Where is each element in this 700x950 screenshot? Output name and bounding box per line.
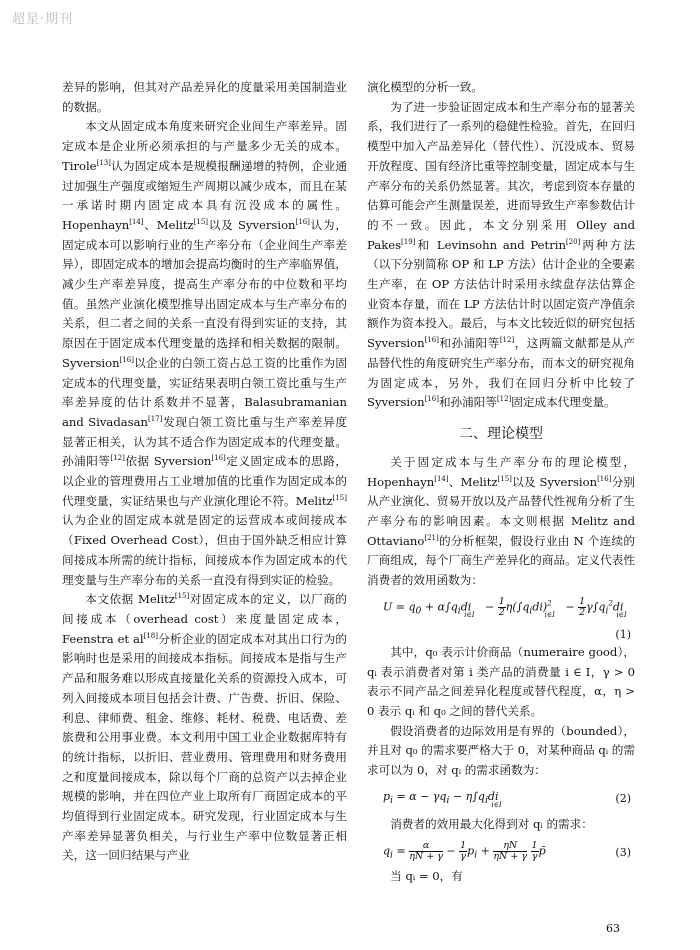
equation-number: (1) bbox=[615, 627, 631, 641]
citation: [16] bbox=[424, 336, 439, 345]
citation: [15] bbox=[497, 474, 512, 483]
citation: [12] bbox=[110, 454, 125, 463]
paragraph: 演化模型的分析一致。 bbox=[367, 80, 483, 94]
equation-number: (3) bbox=[615, 845, 631, 859]
equation-2: $p_i = \alpha - \gamma q_i - \eta\int q_idi_{i\in I}$ (2) bbox=[383, 789, 631, 809]
left-column bbox=[62, 78, 347, 866]
paragraph: 当 qᵢ = 0，有 bbox=[390, 868, 463, 883]
citation: [14] bbox=[129, 217, 144, 226]
citation: [16] bbox=[211, 454, 226, 463]
citation: [14] bbox=[434, 474, 449, 483]
citation: [17] bbox=[147, 414, 163, 423]
citation: [13] bbox=[96, 158, 111, 167]
paragraph: 本文从固定成本角度来研究企业间生产率差异。固定成本是企业所必须承担的与产量多少无关的成本。Tirole[13]认为固定成本是规模报酬递增的特例，企业通过加强生产强度或缩短生产周期以减少成本，而且在某一承诺时期内固定成本具有沉没成本的属性。Hopenhayn[14]、Melitz[15]以及 Syversion[16]认为，固定成本可以影响行业的生产率分布（企业间生产率差异），即固定成本的增加会提高均衡时的生产率临界值，减少生产率差异度，提高生产率分布的中位数和平均值。虽然产业演化模型推导出固定成本与生产率分布的关系，但二者之间的关系一直没有得到实证的支持，其原因在于固定成本代理变量的选择和相关数据的限制。Syversion[16]以企业的白领工资占总工资的比重作为固定成本的代理变量，实证结果表明白领工资比重与生产率差异度的估计系数并不显著，Balasubramanian and Sivadasan[17]发现白领工资比重与生产率差异度显著正相关，认为其不适合作为固定成本的代理变量。孙浦阳等[12]依据 Syversion[16]定义固定成本的思路，以企业的管理费用占工业增加值的比重作为固定成本的代理变量，实证结果也与产业演化理论不符。Melitz[15]认为企业的固定成本就是固定的运营成本或间接成本（Fixed Overhead Cost），但由于国外缺乏相应计算间接成本所需的统计指标，间接成本作为固定成本的代理变量与生产率分布的关系一直没有得到实证的检验。 bbox=[62, 119, 347, 587]
citation: [16] bbox=[597, 474, 612, 483]
citation: [16] bbox=[119, 355, 134, 364]
paragraph: 本文依据 Melitz[15]对固定成本的定义，以厂商的间接成本（overhead cost）来度量固定成本，Feenstra et al[18]分析企业的固定成本对其出口行为的影响时也是采用的间接成本指标。间接成本是指与生产产品和服务难以形成直接量化关系的资源投入成本，可列入间接成本项目包括会计费、广告费、折旧、保险、利息、律师费、租金、维修、耗材、税费、电话费、差旅费和公用事业费。本文利用中国工业企业数据库特有的统计指标，以折旧、营业费用、管理费用和财务费用之和度量间接成本，除以每个厂商的总资产以去掉企业规模的影响，并在四位产业上取所有厂商固定成本的平均值得到行业固定成本。研究发现，行业固定成本与生产率差异显著负相关，与行业生产率中位数显著正相关，这一回归结果与产业 bbox=[62, 592, 347, 863]
paragraph: 为了进一步验证固定成本和生产率分布的显著关系，我们进行了一系列的稳健性检验。首先，在回归模型中加入产品差异化（替代性）、沉没成本、贸易开放程度、国有经济比重等控制变量，固定成本与生产率分布的关系仍然显著。其次，考虑到资本存量的估算可能会产生测量误差，进而导致生产率参数估计的不一致。因此，本文分别采用 Olley and Pakes[19]和 Levinsohn and Petrin[20]两种方法（以下分别简称 OP 和 LP 方法）估计企业的全要素生产率，在 OP 方法估计时采用永续盘存法估算企业资本存量，而在 LP 方法估计时以固定资产净值余额作为资本投入。最后，与本文比较近似的研究包括 Syversion[16]和孙浦阳等[12]，这两篇文献都是从产品替代性的角度研究生产率分布，而本文的研究视角为固定成本，另外，我们在回归分析中比较了 Syversion[16]和孙浦阳等[12]固定成本代理变量。 bbox=[367, 99, 635, 410]
citation: [20] bbox=[565, 237, 581, 246]
citation: [15] bbox=[174, 592, 190, 601]
citation: [16] bbox=[424, 395, 439, 404]
equation-number: (2) bbox=[615, 791, 631, 805]
paragraph: 差异的影响，但其对产品差异化的度量采用美国制造业的数据。 bbox=[62, 80, 347, 114]
citation: [12] bbox=[499, 336, 515, 345]
page-number: 63 bbox=[606, 922, 620, 935]
citation: [21] bbox=[424, 533, 439, 542]
journal-header: 超星·期刊 bbox=[12, 12, 74, 27]
citation: [18] bbox=[143, 631, 158, 640]
right-column bbox=[367, 78, 635, 886]
citation: [19] bbox=[401, 237, 416, 246]
paragraph: 关于固定成本与生产率分布的理论模型，Hopenhayn[14]、Melitz[15]以及 Syversion[16]分别从产业演化、贸易开放以及产品替代性视角分析了生产率分布的影响因素。本文则根据 Melitz and Ottaviano[21]的分析框架，假设行业由 N 个连续的厂商组成，每个厂商生产差异化的商品。定义代表性消费者的效用函数为： bbox=[367, 454, 635, 588]
section-title: 二、理论模型 bbox=[459, 425, 543, 442]
equation-3: $q_i$ = $\frac{\alpha}{\eta N + \gamma}$ − $\frac{1}{\gamma}$ $p_i$ + $\frac{\eta N}{\eta N + \gamma}$ $\frac{1}{\gamma}$ p̄ (3) bbox=[383, 839, 631, 862]
paragraph: 假设消费者的边际效用是有界的（bounded），并且对 q₀ 的需求要严格大于 0，对某种商品 qᵢ 的需求可以为 0，对 qᵢ 的需求函数为： bbox=[367, 723, 635, 778]
equation-1: $U = q_0 + \alpha\int q_idi_{i\in I}$ − $\frac{1}{2}$ $\eta(\int q_idi)^2_{i\in I}$ − $\frac{1}{2}$ $\gamma\int q_i^2di_{i\in I}$ (1) bbox=[367, 591, 635, 643]
citation: [15] bbox=[332, 493, 347, 502]
citation: [12] bbox=[496, 395, 512, 404]
citation: [15] bbox=[193, 217, 209, 226]
paragraph: 消费者的效用最大化得到对 qᵢ 的需求： bbox=[390, 816, 593, 831]
citation: [16] bbox=[295, 217, 310, 226]
paragraph: 其中，q₀ 表示计价商品（numeraire good），qᵢ 表示消费者对第 i 类产品的消费量 i ∈ I，γ > 0 表示不同产品之间差异化程度或替代程度，α，η > 0 表示 qᵢ 和 q₀ 之间的替代关系。 bbox=[367, 644, 635, 718]
